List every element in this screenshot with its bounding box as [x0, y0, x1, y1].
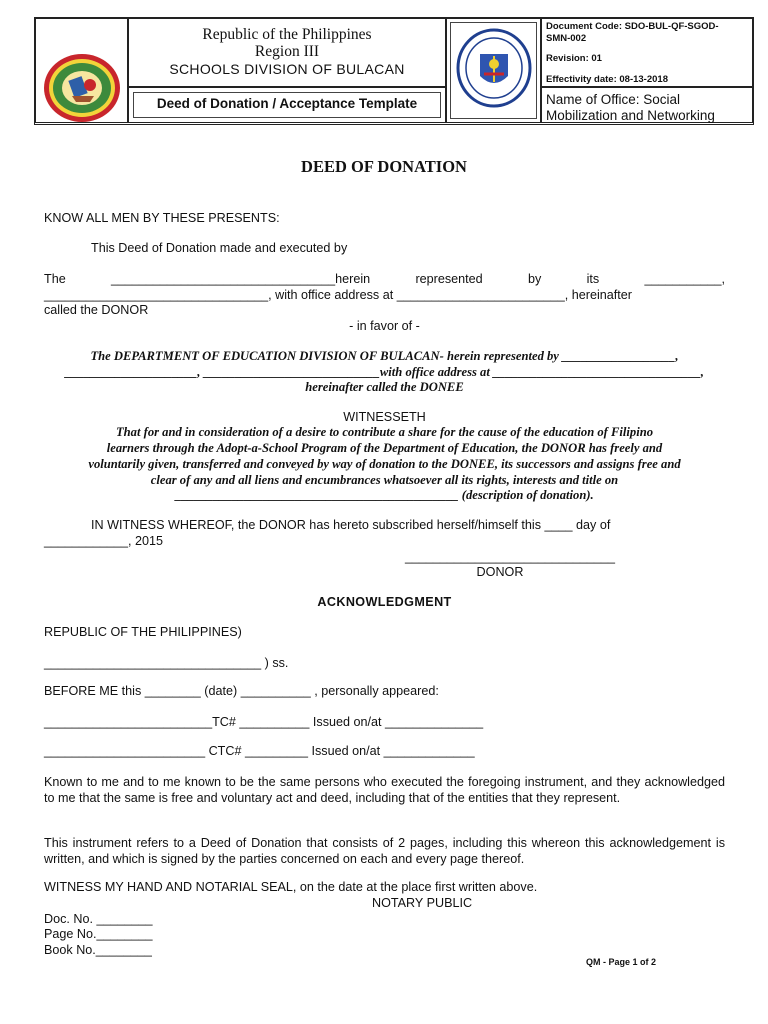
donor-line-2: ________________________________, with office address at ________________________, hereinafter — [44, 288, 633, 302]
document-code-cont: SMN-002 — [546, 32, 587, 44]
republic-title: Republic of the Philippines — [202, 26, 372, 43]
known-paragraph: Known to me and to me known to be the same persons who executed the foregoing instrument, and they acknowledged to me that the same is free and voluntary act and deed, including that of the entities that they represent. — [44, 775, 725, 805]
region-title: Region III — [254, 43, 320, 60]
know-all-men: KNOW ALL MEN BY THESE PRESENTS: — [44, 211, 280, 225]
form-name: Deed of Donation / Acceptance Template — [156, 96, 418, 111]
donor-name-blank: ________________________________herein — [111, 272, 371, 286]
in-witness-line-2: ____________, 2015 — [44, 534, 164, 548]
division-logo-cell — [35, 18, 128, 123]
notary-public: NOTARY PUBLIC — [372, 896, 473, 910]
donor-word-the: The — [44, 272, 66, 286]
ss-line: _______________________________ ) ss. — [44, 656, 289, 670]
division-logo-icon — [42, 52, 122, 124]
made-executed-text: This Deed of Donation made and executed by — [91, 241, 348, 255]
witnesseth-line-3: voluntarily given, transferred and conveyed by way of donation to the DONEE, its successors and assigns free and — [88, 457, 681, 471]
donee-line-1: The DEPARTMENT OF EDUCATION DIVISION OF BULACAN- herein represented by __________________, — [90, 349, 679, 363]
division-title: SCHOOLS DIVISION OF BULACAN — [169, 61, 405, 77]
witnesseth-heading: WITNESSETH — [343, 410, 426, 424]
document-header — [34, 17, 754, 125]
document-code-cell — [541, 18, 753, 87]
ctc-line: _______________________ CTC# _________ Issued on/at _____________ — [44, 744, 475, 758]
before-me-line: BEFORE ME this ________ (date) __________ , personally appeared: — [44, 684, 439, 698]
donee-line-2: _____________________, ____________________________with office address at _________________________________, — [65, 365, 704, 379]
document-code: Document Code: SDO-BUL-QF-SGOD- — [546, 21, 719, 32]
witness-hand-line: WITNESS MY HAND AND NOTARIAL SEAL, on the date at the place first written above. — [44, 880, 538, 894]
donor-word-by: by — [527, 272, 542, 286]
witnesseth-line-4: clear of any and all liens and encumbrances whatsoever all its rights, interests and title on — [150, 473, 619, 487]
deped-seal-cell — [446, 18, 541, 123]
doc-no: Doc. No. ________ — [44, 912, 153, 926]
tc-line: ________________________TC# __________ Issued on/at ______________ — [44, 715, 484, 729]
donor-word-its: its — [586, 272, 600, 286]
revision: Revision: 01 — [546, 53, 602, 64]
donor-line-3: called the DONOR — [44, 303, 149, 317]
office-name-line1: Name of Office: Social — [546, 92, 681, 107]
donee-line-3: hereinafter called the DONEE — [305, 380, 464, 394]
donor-line-1 — [44, 271, 725, 287]
division-title-cell — [128, 18, 446, 87]
witnesseth-line-5: _____________________________________________ (description of donation). — [175, 488, 594, 502]
book-no: Book No.________ — [44, 943, 152, 957]
republic-venue: REPUBLIC OF THE PHILIPPINES) — [44, 625, 242, 639]
page-no: Page No.________ — [44, 927, 153, 941]
office-name-line2: Mobilization and Networking — [546, 107, 715, 123]
form-name-cell — [128, 87, 446, 123]
donor-signature-line: ______________________________ — [404, 550, 616, 564]
in-favor-of: - in favor of - — [349, 319, 420, 333]
donor-word-represented: represented — [415, 272, 483, 286]
office-name-cell — [541, 87, 753, 123]
deped-seal-icon — [453, 24, 535, 118]
donor-label: DONOR — [476, 565, 524, 579]
page-footer: QM - Page 1 of 2 — [586, 957, 657, 967]
in-witness-line-1: IN WITNESS WHEREOF, the DONOR has hereto subscribed herself/himself this ____ day of — [91, 518, 611, 532]
witnesseth-line-1: That for and in consideration of a desire to contribute a share for the cause of the education of Filipino — [115, 425, 654, 439]
instrument-paragraph: This instrument refers to a Deed of Donation that consists of 2 pages, including this whereon this acknowledgement is written, and which is signed by the parties concerned on each and every page thereof. — [44, 836, 725, 866]
effectivity-date: Effectivity date: 08-13-2018 — [546, 73, 668, 85]
document-title: DEED OF DONATION — [301, 157, 467, 176]
donor-representative-blank: ___________, — [644, 272, 725, 286]
witnesseth-line-2: learners through the Adopt-a-School Program of the Department of Education, the DONOR has freely and — [106, 441, 663, 455]
acknowledgment-heading: ACKNOWLEDGMENT — [317, 595, 452, 609]
